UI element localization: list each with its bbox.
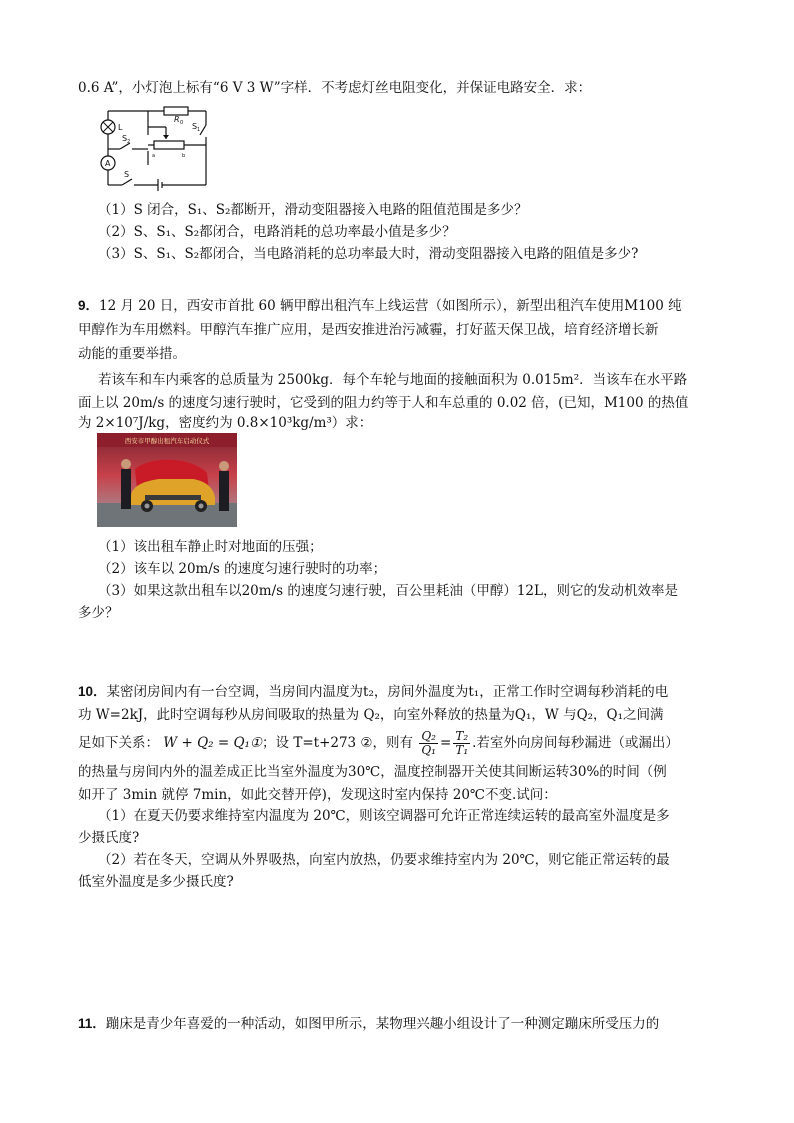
q9-line2: 甲醇作为车用燃料。甲醇汽车推广应用，是西安推进治污减霾，打好蓝天保卫战，培育经济增长新: [78, 322, 659, 338]
car-launch-photo: [97, 433, 237, 527]
q10-text3c: .若室外向房间每秒漏进（或漏出）: [472, 735, 679, 751]
q10-line2: 功 W=2kJ，此时空调每秒从房间吸取的热量为 Q₂，向室外释放的热量为Q₁，W 与Q₂，Q₁之间满: [78, 707, 664, 723]
label-S2: S: [122, 134, 128, 143]
q9-sub3a: （3）如果这款出租车以20m/s 的速度匀速行驶，百公里耗油（甲醇）12L，则它的发动机效率是: [98, 583, 678, 599]
label-S2-sub: 2: [127, 139, 131, 145]
q8-sub3: （3）S、S₁、S₂都闭合，当电路消耗的总功率最大时，滑动变阻器接入电路的阻值是多少?: [98, 246, 639, 262]
q10-sub2b: 低室外温度是多少摄氏度?: [78, 874, 234, 890]
q10-equation1: W + Q₂ = Q₁①: [163, 735, 263, 751]
q10-text1: 某密闭房间内有一台空调，当房间内温度为t₂，房间外温度为t₁，正常工作时空调每秒消耗的电: [106, 684, 669, 700]
label-L: L: [118, 123, 123, 132]
fraction-t: $\frac{\text{T₂}}{\text{T₁}}$: [455, 729, 469, 757]
label-S: S: [124, 170, 130, 179]
q8-sub1: （1）S 闭合，S₁、S₂都断开，滑动变阻器接入电路的阻值范围是多少？: [98, 202, 528, 218]
q9-line6: 为 2×10⁷J/kg，密度约为 0.8×10³kg/m³）求：: [78, 415, 373, 431]
label-b: b: [182, 153, 186, 159]
label-a: a: [152, 153, 156, 159]
q9-sub2: （2）该车以 20m/s 的速度匀速行驶时的功率；: [98, 561, 387, 577]
label-S1-sub: 1: [197, 127, 201, 133]
q9-line5: 面上以 20m/s 的速度匀速行驶时，它受到的阻力约等于人和车总重的 0.02 倍，(已知，M100 的热值: [78, 395, 689, 411]
q10-number: 10．: [78, 684, 107, 699]
q11-line1: [78, 1014, 659, 1034]
fraction-q: $\frac{\text{Q₂}}{\text{Q₁}}$: [421, 729, 436, 757]
q10-text3a: 足如下关系：: [78, 735, 159, 751]
q9-sub3b: 多少？: [78, 605, 119, 621]
q9-line3: 动能的重要举措。: [78, 346, 186, 362]
label-R: R: [174, 115, 180, 124]
q10-line4: 的热量与房间内外的温差成正比当室外温度为30℃，温度控制器开关使其间断运转30%的时间（例: [78, 764, 667, 780]
label-A: A: [105, 159, 111, 168]
q9-line1: [78, 296, 682, 316]
q9-number: 9．: [78, 298, 100, 313]
q9-text1: 12 月 20 日，西安市首批 60 辆甲醇出租汽车上线运营（如图所示），新型出租汽车使用M100 纯: [99, 298, 682, 314]
label-S1: S: [192, 122, 198, 131]
q9-line4: 若该车和车内乘客的总质量为 2500kg．每个车轮与地面的接触面积为 0.015m²．当该车在水平路: [98, 372, 688, 388]
q10-sub1b: 少摄氏度?: [78, 830, 140, 846]
q8-sub2: （2）S、S₁、S₂都闭合，电路消耗的总功率最小值是多少？: [98, 224, 456, 240]
q10-sub1a: （1）在夏天仍要求维持室内温度为 20℃，则该空调器可允许正常连续运转的最高室外温度是多: [98, 808, 670, 824]
q11-text1: 蹦床是青少年喜爱的一种活动，如图甲所示，某物理兴趣小组设计了一种测定蹦床所受压力的: [105, 1016, 660, 1032]
q10-sub2a: （2）若在冬天，空调从外界吸热，向室内放热，仍要求维持室内为 20℃，则它能正常运转的最: [98, 852, 670, 868]
q9-sub1: （1）该出租车静止时对地面的压强；: [98, 539, 323, 555]
q10-line1: [78, 682, 668, 702]
q8-intro: 0.6 A”，小灯泡上标有“6 V 3 W”字样．不考虑灯丝电阻变化，并保证电路安全．求：: [78, 80, 592, 96]
circuit-diagram: [96, 105, 216, 191]
photo-banner-text: 西安市甲醇出租汽车启动仪式: [124, 437, 210, 445]
q10-line5: 如开了 3min 就停 7min，如此交替开停)，发现这时室内保持 20℃不变.试问：: [78, 787, 557, 803]
q11-number: 11．: [78, 1016, 106, 1031]
label-R-sub: 0: [180, 120, 184, 126]
q10-line3: 足如下关系： W + Q₂ = Q₁①；设 T=t+273 ②，则有 $\frac{\text{Q₂}}{\text{Q₁}}$ = $\frac{\text{T₂}}{\text{T₁}}$ .若室外向房间每秒漏进（或漏出）: [78, 729, 679, 757]
q10-text3b: ；设 T=t+273 ②，则有: [262, 735, 414, 751]
